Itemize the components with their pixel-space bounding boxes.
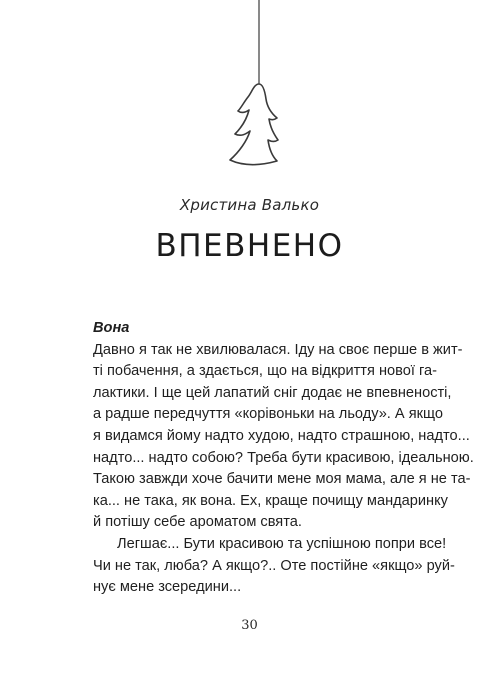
- text-line: Чи не так, люба? А якщо?.. Оте постійне «якщо» руй-: [93, 557, 455, 574]
- author-name: Христина Валько: [179, 196, 320, 214]
- text-line: Давно я так не хвилювалася. Іду на своє перше в жит-: [93, 341, 463, 358]
- story-body: [93, 318, 474, 599]
- text-line: Такою завжди хоче бачити мене моя мама, але я не та-: [93, 471, 471, 488]
- section-heading: Вона: [93, 320, 130, 336]
- text-line: надто... надто собою? Треба бути красивою, ідеальною.: [93, 449, 474, 466]
- text-line: ка... не така, як вона. Ех, краще почищу мандаринку: [93, 492, 448, 509]
- text-line: а радше передчуття «корівоньки на льоду». А якщо: [93, 406, 443, 423]
- christmas-tree-ornament-icon: [225, 0, 281, 190]
- text-line: ті побачення, а здається, що на відкриття нової га-: [93, 363, 437, 380]
- page-number: 30: [241, 618, 258, 633]
- text-line: Легшає... Бути красивою та успішною попри все!: [117, 535, 447, 552]
- story-title: ВПЕВНЕНО: [155, 228, 344, 264]
- text-line: лактики. І ще цей лапатий сніг додає не впевненості,: [93, 384, 452, 401]
- text-line: я видамся йому надто худою, надто страшною, надто...: [93, 427, 470, 444]
- text-line: нує мене зсередини...: [93, 579, 242, 596]
- text-line: й потішу себе ароматом свята.: [93, 514, 302, 531]
